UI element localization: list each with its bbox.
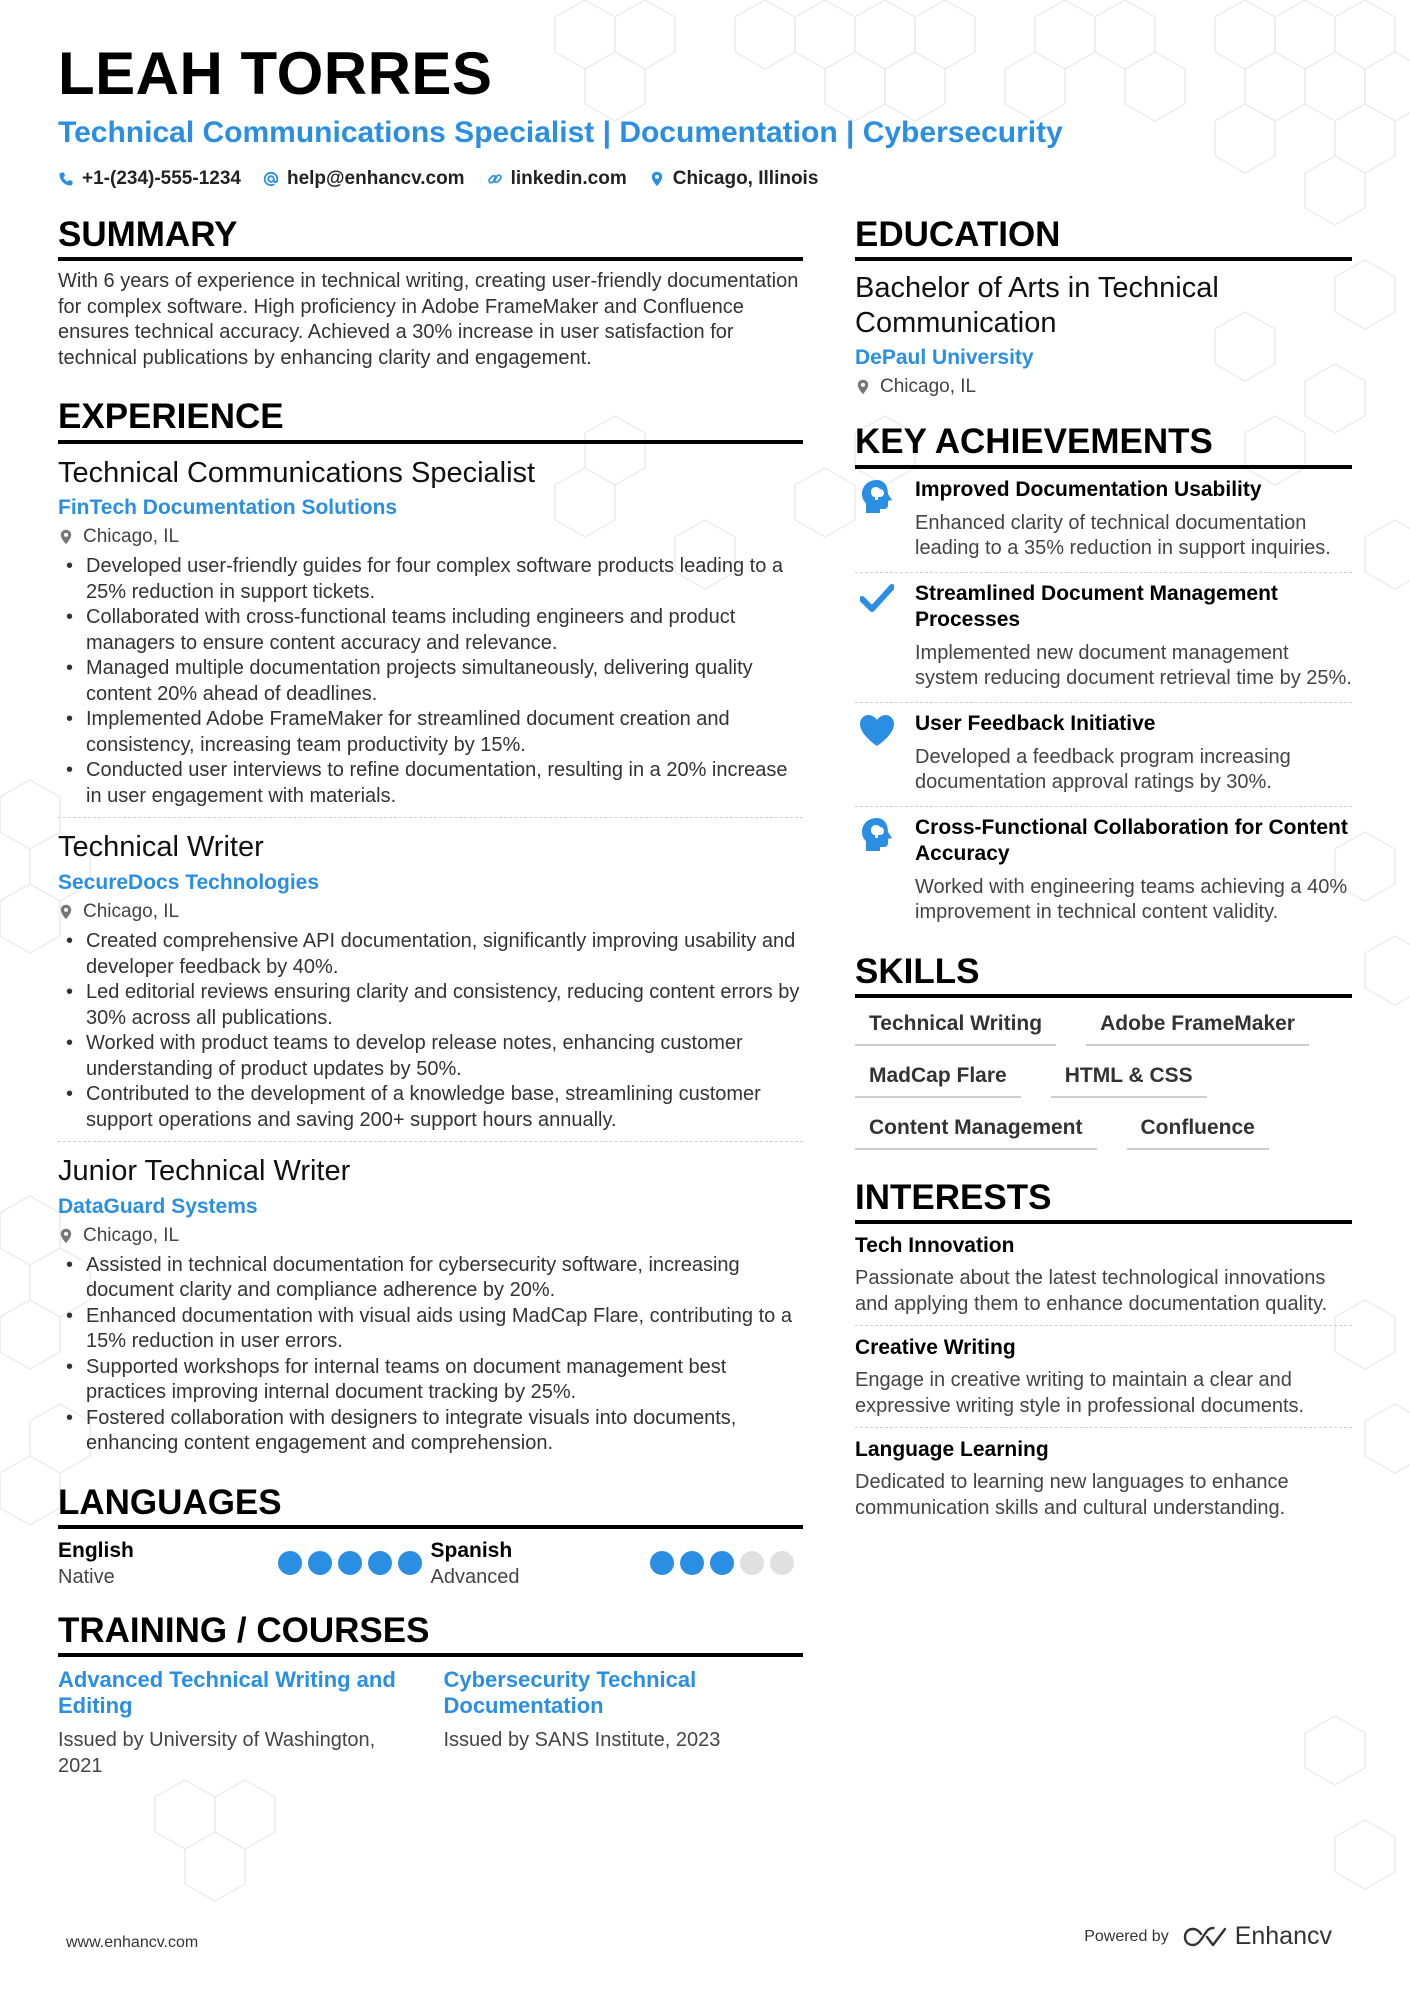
achievement-desc: Implemented new document management system reducing document retrieval time by 25%. xyxy=(915,641,1352,689)
languages-heading: LANGUAGES xyxy=(58,1483,803,1529)
rating-dot-filled xyxy=(368,1551,392,1575)
job-bullet: • Contributed to the development of a knowledge base, streamlining customer support operations and saving 200+ support hours annually. xyxy=(58,1082,803,1133)
interest-title: Tech Innovation xyxy=(855,1234,1015,1257)
left-column xyxy=(58,215,803,1779)
contact-bar xyxy=(58,168,818,190)
achievement-title: Improved Documentation Usability xyxy=(915,477,1262,501)
course-issuer: Issued by SANS Institute, 2023 xyxy=(443,1729,721,1752)
achievements-section xyxy=(855,422,1352,935)
languages-section xyxy=(58,1483,803,1589)
language-item xyxy=(431,1539,804,1589)
summary-text: With 6 years of experience in technical writing, creating user-friendly documentation for complex software. High proficiency in Adobe FrameMaker and Confluence ensures technical accuracy. Achieved a 30% increase in user satisfaction for technical publications by enhancing clarity and engagement. xyxy=(58,270,799,369)
job-bullet: • Enhanced documentation with visual aids using MadCap Flare, contributing to a 15% reduction in user errors. xyxy=(58,1304,803,1355)
rating-dot-filled xyxy=(710,1551,734,1575)
language-name: English xyxy=(58,1539,134,1563)
achievement-item xyxy=(855,703,1352,807)
interest-item xyxy=(855,1428,1352,1529)
job-bullet: • Collaborated with cross-functional teams including engineers and product managers to ensure content accuracy and relevance. xyxy=(58,605,803,656)
company-name: SecureDocs Technologies xyxy=(58,871,320,895)
link-icon xyxy=(487,171,503,187)
interest-item xyxy=(855,1224,1352,1326)
achievement-item xyxy=(855,469,1352,573)
job-location xyxy=(58,901,803,923)
education-location-text: Chicago, IL xyxy=(880,376,977,398)
skills-section xyxy=(855,952,1352,1150)
company-name: FinTech Documentation Solutions xyxy=(58,496,398,520)
language-rating xyxy=(650,1551,794,1575)
contact-linkedin[interactable] xyxy=(487,168,627,190)
training-heading: TRAINING / COURSES xyxy=(58,1611,803,1657)
language-list xyxy=(58,1539,803,1589)
experience-section xyxy=(58,397,803,1465)
course-title: Cybersecurity Technical Documentation xyxy=(443,1667,697,1719)
skills-heading: SKILLS xyxy=(855,952,1352,998)
summary-section xyxy=(58,215,803,371)
job-title: Junior Technical Writer xyxy=(58,1155,351,1188)
enhancv-logo-icon xyxy=(1183,1926,1227,1948)
contact-email[interactable] xyxy=(263,168,465,190)
course-title: Advanced Technical Writing and Editing xyxy=(58,1667,396,1719)
job-title: Technical Communications Specialist xyxy=(58,456,536,489)
brain-head-icon xyxy=(860,479,894,515)
language-name: Spanish xyxy=(430,1539,513,1563)
heart-icon xyxy=(858,713,896,747)
achievement-desc: Worked with engineering teams achieving a 40% improvement in technical content validity. xyxy=(915,875,1348,923)
rating-dot-filled xyxy=(398,1551,422,1575)
interest-desc: Dedicated to learning new languages to enhance communication skills and cultural understanding. xyxy=(855,1471,1289,1519)
location-pin-icon xyxy=(58,529,74,545)
location-pin-icon xyxy=(855,379,871,395)
interests-section xyxy=(855,1178,1352,1529)
job-entry xyxy=(58,830,803,1142)
training-section xyxy=(58,1611,803,1779)
job-bullet: • Worked with product teams to develop release notes, enhancing customer understanding of product updates by 50%. xyxy=(58,1031,803,1082)
achievement-title: Cross-Functional Collaboration for Content Accuracy xyxy=(915,815,1348,865)
job-bullet: • Fostered collaboration with designers to integrate visuals into documents, enhancing content engagement and comprehension. xyxy=(58,1406,803,1457)
brand-name: Enhancv xyxy=(1234,1922,1332,1950)
achievement-item xyxy=(855,807,1352,936)
at-icon xyxy=(263,171,279,187)
skill-tag: Content Management xyxy=(855,1116,1097,1150)
job-location-text: Chicago, IL xyxy=(83,901,180,923)
rating-dot-filled xyxy=(338,1551,362,1575)
job-bullets xyxy=(58,554,803,809)
job-bullets xyxy=(58,929,803,1133)
enhancv-logo xyxy=(1183,1922,1332,1951)
right-column xyxy=(855,215,1352,1529)
interest-item xyxy=(855,1326,1352,1428)
job-entry xyxy=(58,1154,803,1465)
location-pin-icon xyxy=(649,171,665,187)
course-item xyxy=(444,1667,804,1779)
skill-tag: Adobe FrameMaker xyxy=(1086,1012,1309,1046)
interest-desc: Engage in creative writing to maintain a clear and expressive writing style in professional documents. xyxy=(855,1369,1305,1417)
job-bullets xyxy=(58,1253,803,1457)
experience-heading: EXPERIENCE xyxy=(58,397,803,443)
rating-dot-filled xyxy=(308,1551,332,1575)
skill-tag: MadCap Flare xyxy=(855,1064,1021,1098)
achievement-title: Streamlined Document Management Processes xyxy=(915,581,1278,631)
achievement-item xyxy=(855,573,1352,703)
course-item xyxy=(58,1667,444,1779)
brain-head-icon xyxy=(860,817,894,853)
summary-heading: SUMMARY xyxy=(58,215,803,261)
school-name: DePaul University xyxy=(855,346,1034,370)
contact-location-text: Chicago, Illinois xyxy=(672,168,819,189)
education-heading: EDUCATION xyxy=(855,215,1352,261)
footer-branding[interactable] xyxy=(1084,1922,1332,1951)
company-name: DataGuard Systems xyxy=(58,1194,258,1218)
language-rating xyxy=(278,1551,422,1575)
contact-linkedin-text: linkedin.com xyxy=(510,168,627,189)
contact-phone[interactable] xyxy=(58,168,241,190)
job-bullet: • Implemented Adobe FrameMaker for streamlined document creation and consistency, increasing team productivity by 15%. xyxy=(58,707,803,758)
candidate-name: LEAH TORRES xyxy=(58,40,493,107)
interests-heading: INTERESTS xyxy=(855,1178,1352,1224)
job-bullet: • Supported workshops for internal teams on document management best practices improving internal document tracking by 25%. xyxy=(58,1355,803,1406)
achievement-desc: Developed a feedback program increasing documentation approval ratings by 30%. xyxy=(915,745,1291,793)
job-bullet: • Created comprehensive API documentation, significantly improving usability and developer feedback by 40%. xyxy=(58,929,803,980)
skill-list xyxy=(855,1012,1352,1150)
language-level: Advanced xyxy=(430,1566,520,1589)
achievement-desc: Enhanced clarity of technical documentation leading to a 35% reduction in support inquiries. xyxy=(915,511,1331,559)
job-bullet: • Led editorial reviews ensuring clarity and consistency, reducing content errors by 30% across all publications. xyxy=(58,980,803,1031)
job-title: Technical Writer xyxy=(58,831,264,864)
job-bullet: • Assisted in technical documentation for cybersecurity software, increasing document clarity and compliance adherence by 20%. xyxy=(58,1253,803,1304)
interest-title: Language Learning xyxy=(855,1438,1049,1461)
achievements-heading: KEY ACHIEVEMENTS xyxy=(855,422,1352,468)
job-bullet: • Managed multiple documentation projects simultaneously, delivering quality content 20% ahead of deadlines. xyxy=(58,656,803,707)
job-location xyxy=(58,1225,803,1247)
job-location xyxy=(58,526,803,548)
interest-desc: Passionate about the latest technological innovations and applying them to enhance documentation quality. xyxy=(855,1267,1328,1315)
achievement-title: User Feedback Initiative xyxy=(915,711,1156,735)
job-entry xyxy=(58,456,803,819)
language-level: Native xyxy=(58,1566,115,1589)
rating-dot-filled xyxy=(278,1551,302,1575)
headline: Technical Communications Specialist | Documentation | Cybersecurity xyxy=(58,116,1063,149)
rating-dot-empty xyxy=(770,1551,794,1575)
interest-title: Creative Writing xyxy=(855,1336,1016,1359)
rating-dot-filled xyxy=(650,1551,674,1575)
education-location xyxy=(855,376,1352,398)
rating-dot-filled xyxy=(680,1551,704,1575)
contact-phone-text: +1-(234)-555-1234 xyxy=(82,168,241,189)
checkmark-icon xyxy=(860,583,894,613)
phone-icon xyxy=(58,171,74,187)
course-issuer: Issued by University of Washington, 2021 xyxy=(58,1729,376,1778)
job-location-text: Chicago, IL xyxy=(83,1224,180,1246)
education-section xyxy=(855,215,1352,398)
skill-tag: Technical Writing xyxy=(855,1012,1056,1046)
contact-email-text: help@enhancv.com xyxy=(286,168,465,189)
rating-dot-empty xyxy=(740,1551,764,1575)
footer-website[interactable]: www.enhancv.com xyxy=(66,1934,199,1951)
job-location-text: Chicago, IL xyxy=(83,526,180,548)
contact-location xyxy=(649,168,819,190)
job-bullet: • Conducted user interviews to refine documentation, resulting in a 20% increase in user engagement with materials. xyxy=(58,758,803,809)
powered-by-label: Powered by xyxy=(1084,1927,1169,1945)
course-list xyxy=(58,1667,803,1779)
skill-tag: HTML & CSS xyxy=(1051,1064,1207,1098)
job-bullet: • Developed user-friendly guides for four complex software products leading to a 25% reduction in support tickets. xyxy=(58,554,803,605)
language-item xyxy=(58,1539,431,1589)
location-pin-icon xyxy=(58,1228,74,1244)
location-pin-icon xyxy=(58,904,74,920)
skill-tag: Confluence xyxy=(1127,1116,1269,1150)
degree-title: Bachelor of Arts in Technical Communication xyxy=(855,272,1219,340)
